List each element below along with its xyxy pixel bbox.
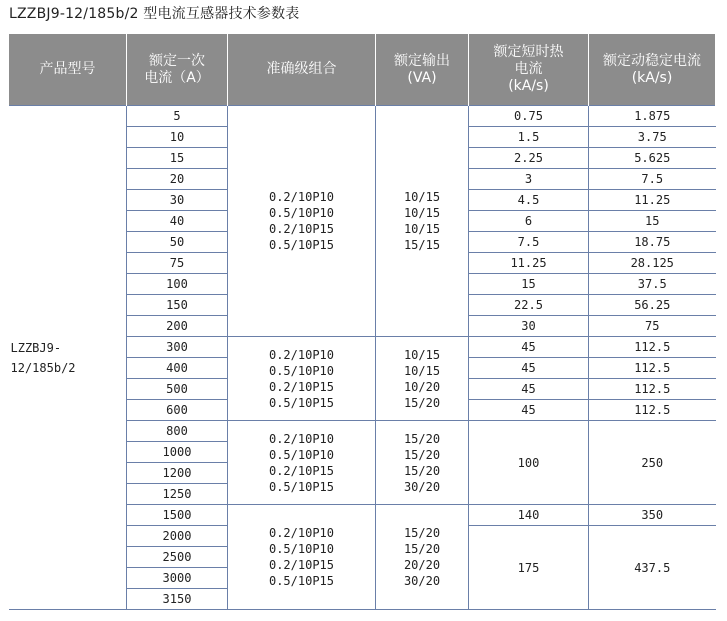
thermal-cell: 15 — [469, 274, 589, 295]
accuracy-value: 0.2/10P10 — [268, 347, 335, 362]
thermal-cell: 2.25 — [469, 148, 589, 169]
current-cell: 40 — [127, 211, 228, 232]
header-accuracy: 准确级组合 — [228, 34, 376, 106]
current-cell: 100 — [127, 274, 228, 295]
accuracy-cell — [228, 106, 376, 337]
dynamic-cell: 15 — [589, 211, 716, 232]
accuracy-value: 0.2/10P10 — [268, 190, 335, 204]
accuracy-value: 0.5/10P10 — [268, 542, 335, 556]
current-cell: 2500 — [127, 547, 228, 568]
table-title: LZZBJ9-12/185b/2 型电流互感器技术参数表 — [9, 6, 300, 22]
dynamic-cell: 75 — [589, 316, 716, 337]
current-cell: 3150 — [127, 589, 228, 610]
accuracy-value: 0.5/10P10 — [268, 447, 335, 462]
thermal-cell: 140 — [469, 505, 589, 526]
thermal-cell: 3 — [469, 169, 589, 190]
current-cell: 300 — [127, 337, 228, 358]
current-cell: 200 — [127, 316, 228, 337]
header-output-line2: (VA) — [407, 69, 437, 86]
header-output — [376, 34, 469, 106]
thermal-cell: 0.75 — [469, 106, 589, 127]
output-value: 15/20 — [403, 542, 441, 556]
output-value: 15/20 — [403, 447, 441, 462]
accuracy-value: 0.5/10P15 — [268, 395, 335, 410]
dynamic-cell: 5.625 — [589, 148, 716, 169]
current-cell: 30 — [127, 190, 228, 211]
accuracy-cell — [228, 337, 376, 421]
current-cell: 400 — [127, 358, 228, 379]
thermal-cell: 45 — [469, 379, 589, 400]
output-value: 10/15 — [403, 363, 441, 378]
accuracy-cell — [228, 421, 376, 505]
accuracy-value: 0.2/10P15 — [268, 222, 335, 236]
output-value: 15/20 — [403, 526, 441, 540]
accuracy-value: 0.2/10P10 — [268, 431, 335, 446]
output-value: 15/20 — [403, 395, 441, 410]
current-cell: 1250 — [127, 484, 228, 505]
output-value: 15/15 — [403, 238, 441, 252]
output-cell — [376, 337, 469, 421]
dynamic-cell: 11.25 — [589, 190, 716, 211]
thermal-cell: 11.25 — [469, 253, 589, 274]
output-value: 30/20 — [403, 479, 441, 494]
accuracy-value: 0.5/10P15 — [268, 574, 335, 588]
header-thermal-line2: 电流 — [514, 61, 543, 77]
header-output-line1: 额定输出 — [394, 52, 450, 69]
dynamic-cell: 112.5 — [589, 400, 716, 421]
thermal-cell: 4.5 — [469, 190, 589, 211]
thermal-cell: 45 — [469, 358, 589, 379]
thermal-cell: 45 — [469, 337, 589, 358]
header-rated-current-line2: 电流（A） — [144, 69, 210, 86]
accuracy-value: 0.5/10P15 — [268, 479, 335, 494]
dynamic-cell: 250 — [589, 421, 716, 505]
dynamic-cell: 3.75 — [589, 127, 716, 148]
header-rated-current — [127, 34, 228, 106]
header-dynamic-line2: (kA/s) — [631, 69, 673, 86]
thermal-cell: 1.5 — [469, 127, 589, 148]
thermal-cell: 45 — [469, 400, 589, 421]
output-value: 30/20 — [403, 574, 441, 588]
thermal-cell: 7.5 — [469, 232, 589, 253]
dynamic-cell: 1.875 — [589, 106, 716, 127]
accuracy-value: 0.2/10P15 — [268, 379, 335, 394]
header-model: 产品型号 — [9, 34, 127, 106]
thermal-cell: 175 — [469, 526, 589, 610]
output-value: 10/15 — [403, 347, 441, 362]
current-cell: 50 — [127, 232, 228, 253]
header-dynamic-line1: 额定动稳定电流 — [603, 52, 701, 69]
header-thermal-line1: 额定短时热 — [493, 44, 564, 60]
header-thermal-line3: (kA/s) — [508, 78, 549, 94]
dynamic-cell: 7.5 — [589, 169, 716, 190]
current-cell: 500 — [127, 379, 228, 400]
output-cell — [376, 505, 469, 610]
current-cell: 600 — [127, 400, 228, 421]
model-cell: LZZBJ9-12/185b/2 — [9, 106, 127, 610]
current-cell: 5 — [127, 106, 228, 127]
thermal-cell: 30 — [469, 316, 589, 337]
header-row — [9, 34, 716, 106]
dynamic-cell: 56.25 — [589, 295, 716, 316]
output-cell — [376, 421, 469, 505]
thermal-cell: 6 — [469, 211, 589, 232]
accuracy-value: 0.5/10P10 — [268, 206, 335, 220]
header-rated-current-line1: 额定一次 — [149, 52, 205, 69]
output-value: 15/20 — [403, 431, 441, 446]
output-value: 10/15 — [403, 222, 441, 236]
current-cell: 800 — [127, 421, 228, 442]
dynamic-cell: 18.75 — [589, 232, 716, 253]
dynamic-cell: 112.5 — [589, 379, 716, 400]
current-cell: 15 — [127, 148, 228, 169]
output-value: 10/15 — [403, 190, 441, 204]
current-cell: 150 — [127, 295, 228, 316]
accuracy-value: 0.5/10P15 — [268, 238, 335, 252]
output-value: 20/20 — [403, 558, 441, 572]
thermal-cell: 22.5 — [469, 295, 589, 316]
output-value: 10/20 — [403, 379, 441, 394]
dynamic-cell: 112.5 — [589, 337, 716, 358]
accuracy-cell — [228, 505, 376, 610]
dynamic-cell: 112.5 — [589, 358, 716, 379]
accuracy-value: 0.5/10P10 — [268, 363, 335, 378]
current-cell: 1200 — [127, 463, 228, 484]
accuracy-value: 0.2/10P10 — [268, 526, 335, 540]
dynamic-cell: 437.5 — [589, 526, 716, 610]
dynamic-cell: 28.125 — [589, 253, 716, 274]
output-cell — [376, 106, 469, 337]
current-cell: 1500 — [127, 505, 228, 526]
output-value: 15/20 — [403, 463, 441, 478]
output-value: 10/15 — [403, 206, 441, 220]
current-cell: 3000 — [127, 568, 228, 589]
thermal-cell: 100 — [469, 421, 589, 505]
current-cell: 75 — [127, 253, 228, 274]
dynamic-cell: 37.5 — [589, 274, 716, 295]
accuracy-value: 0.2/10P15 — [268, 463, 335, 478]
header-thermal — [469, 34, 589, 106]
current-cell: 1000 — [127, 442, 228, 463]
current-cell: 10 — [127, 127, 228, 148]
parameter-table — [8, 34, 716, 610]
dynamic-cell: 350 — [589, 505, 716, 526]
table-row — [9, 106, 716, 127]
accuracy-value: 0.2/10P15 — [268, 558, 335, 572]
current-cell: 2000 — [127, 526, 228, 547]
header-dynamic — [589, 34, 716, 106]
current-cell: 20 — [127, 169, 228, 190]
